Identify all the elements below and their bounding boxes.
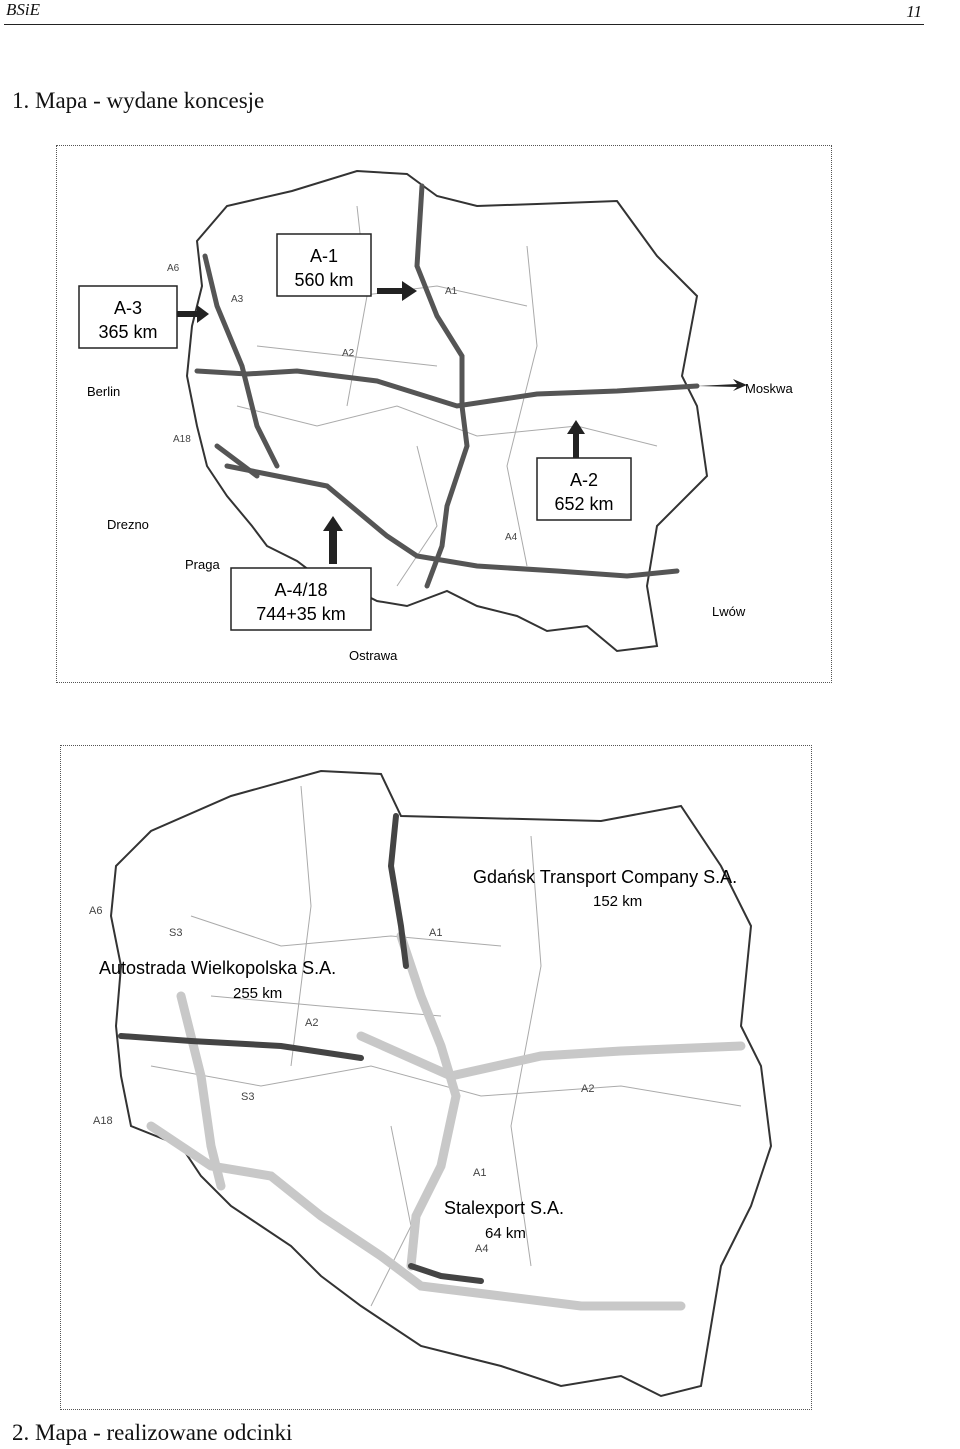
- road-label-a6-2: A6: [89, 905, 103, 917]
- motorways: [197, 186, 697, 586]
- road-label-a1-2: A1: [429, 927, 443, 939]
- concession-roads: [121, 816, 481, 1281]
- road-label-s3-2: S3: [169, 927, 183, 939]
- city-drezno: Drezno: [107, 517, 149, 532]
- concession-gdansk: [473, 867, 737, 910]
- svg-text:Autostrada Wielkopolska S.A.: Autostrada Wielkopolska S.A.: [99, 958, 337, 978]
- svg-text:652 km: 652 km: [554, 494, 614, 514]
- city-lwow: Lwów: [712, 604, 746, 619]
- road-label-a6: A6: [167, 263, 180, 274]
- box-a4-18: [231, 568, 371, 630]
- svg-text:152 km: 152 km: [593, 893, 643, 910]
- svg-text:365 km: 365 km: [98, 322, 158, 342]
- road-label-s3b-2: S3: [241, 1091, 255, 1103]
- box-a1: [277, 234, 371, 296]
- box-a3: [79, 286, 177, 348]
- city-ostrawa: Ostrawa: [349, 648, 398, 663]
- city-praga: Praga: [185, 557, 220, 572]
- road-label-a2-2: A2: [305, 1017, 319, 1029]
- road-label-a4: A4: [505, 532, 518, 543]
- svg-text:560 km: 560 km: [294, 270, 354, 290]
- road-label-a3: A3: [231, 294, 244, 305]
- header-left-text: BSiE: [6, 0, 40, 19]
- caption-map-2: 2. Mapa - realizowane odcinki: [12, 1420, 293, 1445]
- road-label-a4-2: A4: [475, 1243, 489, 1255]
- svg-text:A-3: A-3: [113, 298, 143, 318]
- svg-text:A-1: A-1: [309, 246, 339, 266]
- concession-wielkopolska: [99, 958, 336, 1002]
- road-label-a2: A2: [342, 348, 355, 359]
- concession-stalexport: [444, 1198, 564, 1242]
- road-label-a18: A18: [173, 434, 191, 445]
- page-number: 11: [906, 2, 922, 21]
- svg-text:255 km: 255 km: [233, 985, 283, 1002]
- city-moskwa: Moskwa: [745, 381, 793, 396]
- map-2: [61, 746, 813, 1411]
- road-label-a2b-2: A2: [581, 1083, 595, 1095]
- map-1-frame: [56, 145, 832, 683]
- box-a2: [537, 458, 631, 520]
- map-2-frame: [60, 745, 812, 1410]
- svg-text:64 km: 64 km: [485, 1225, 526, 1242]
- svg-text:A-2: A-2: [569, 470, 599, 490]
- svg-text:744+35 km: 744+35 km: [256, 604, 346, 624]
- svg-text:A-4/18: A-4/18: [274, 580, 328, 600]
- svg-text:Stalexport S.A.: Stalexport S.A.: [444, 1198, 565, 1218]
- road-label-a1b-2: A1: [473, 1167, 487, 1179]
- road-label-a1: A1: [445, 286, 458, 297]
- svg-text:Gdańsk Transport Company S.A.: Gdańsk Transport Company S.A.: [473, 867, 738, 887]
- road-label-a18-2: A18: [93, 1115, 113, 1127]
- city-berlin: Berlin: [87, 384, 121, 399]
- map-1: [57, 146, 833, 684]
- header-rule: [4, 24, 924, 25]
- caption-map-1: 1. Mapa - wydane koncesje: [12, 88, 265, 113]
